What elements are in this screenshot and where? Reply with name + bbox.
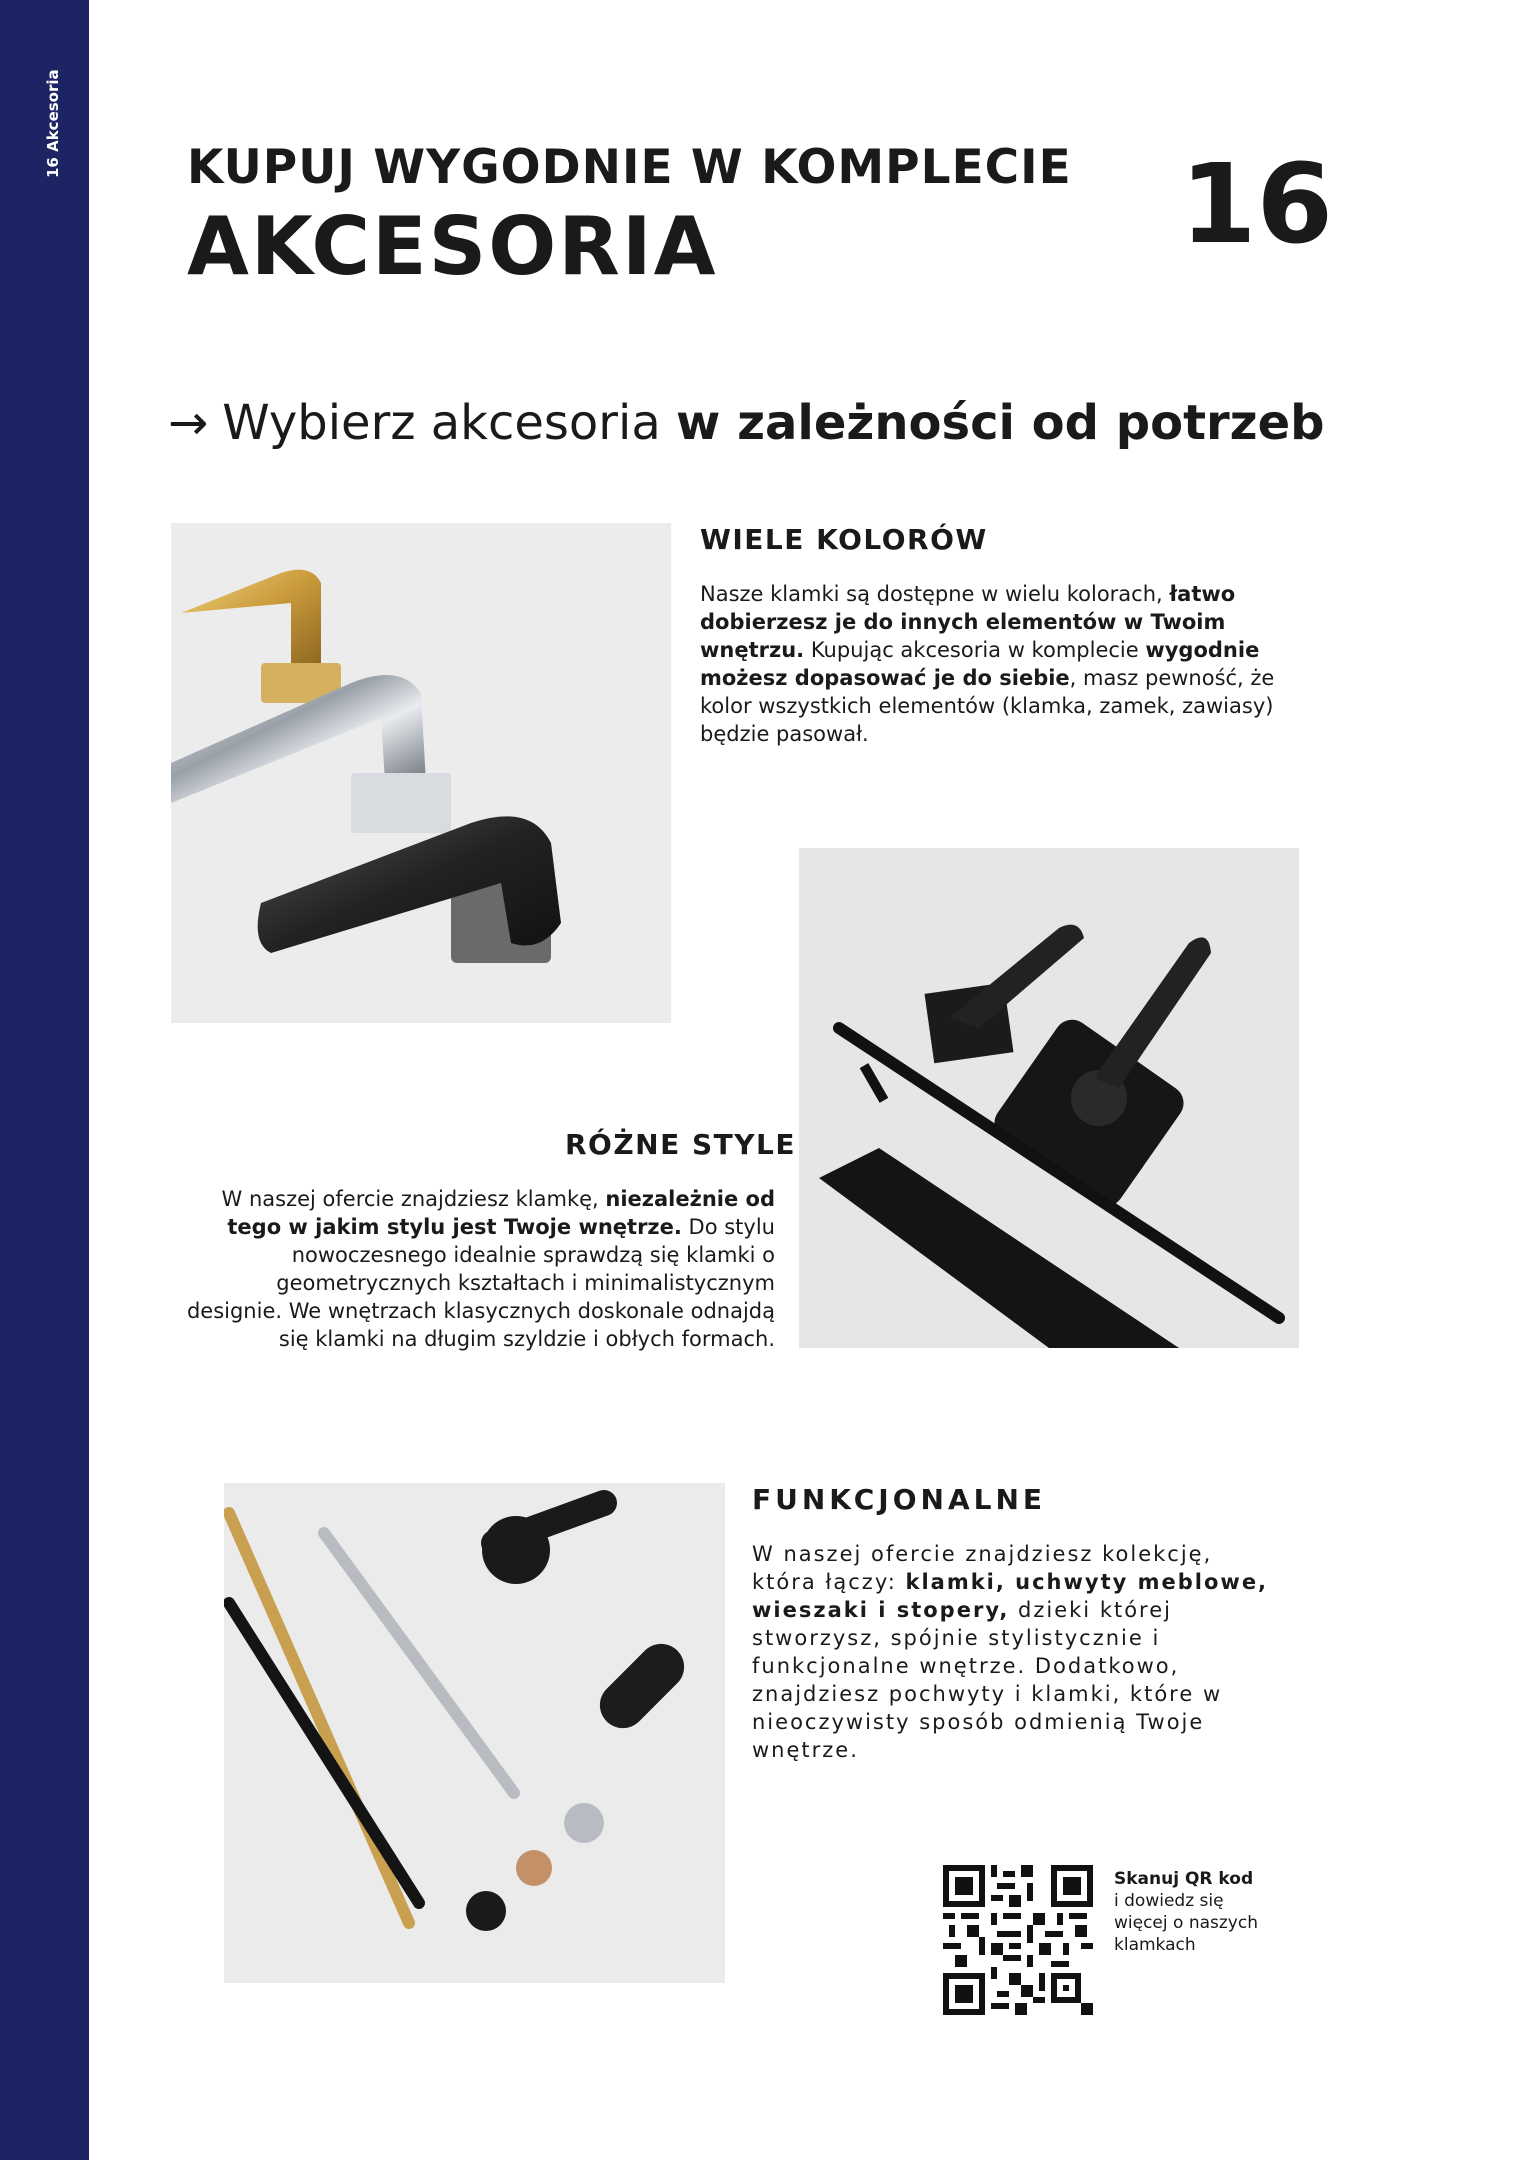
qr-code-icon[interactable]: [943, 1865, 1093, 2015]
qr-caption: [1114, 1868, 1264, 1956]
section-heading-colors: WIELE KOLORÓW: [700, 523, 988, 556]
page-supertitle: KUPUJ WYGODNIE W KOMPLECIE: [187, 140, 1072, 195]
section-heading-functional: FUNKCJONALNE: [752, 1483, 1047, 1516]
handles-colors-illustration: [171, 523, 671, 1023]
handles-colors-photo: [171, 523, 671, 1023]
section-text-colors: Nasze klamki są dostępne w wielu kolorach, łatwo dobierzesz je do innych elementów w Twoim wnętrzu. Kupując akcesoria w komplecie wygodnie możesz dopasować je do siebie, masz pewność, że kolor wszystkich elementów (klamka, zamek, zawiasy) będzie pasował.: [700, 582, 1275, 746]
functional-accessories-illustration: [224, 1483, 725, 1983]
qr-caption-rest: i dowiedz się więcej o naszych klamkach: [1114, 1891, 1258, 1955]
functional-accessories-photo: [224, 1483, 725, 1983]
sidebar-label: 16 Akcesoria: [44, 69, 62, 178]
subheading: [168, 395, 1325, 451]
arrow-right-icon: →: [168, 395, 209, 451]
section-heading-styles: RÓŻNE STYLE: [565, 1128, 796, 1161]
section-text-functional: W naszej ofercie znajdziesz kolekcję, która łączy: klamki, uchwyty meblowe, wieszaki i stopery, dzieki której stworzysz, spójnie stylistycznie i funkcjonalne wnętrze. Dodatkowo, znajdziesz pochwyty i klamki, które w nieoczywisty sposób odmienią Twoje wnętrze.: [752, 1542, 1269, 1762]
subheading-normal: Wybierz akcesoria: [222, 395, 677, 451]
handles-styles-photo: [799, 848, 1299, 1348]
subheading-bold: w zależności od potrzeb: [676, 395, 1325, 451]
page-number: 16: [1180, 140, 1334, 268]
sidebar-strip: [0, 0, 89, 2160]
section-text-styles: W naszej ofercie znajdziesz klamkę, niezależnie od tego w jakim stylu jest Twoje wnętrze. Do stylu nowoczesnego idealnie sprawdzą się klamki o geometrycznych kształtach i minimalistycznym designie. We wnętrzach klasycznych doskonale odnajdą się klamki na długim szyldzie i obłych formach.: [186, 1187, 775, 1351]
page-title: AKCESORIA: [187, 200, 718, 293]
handles-styles-illustration: [799, 848, 1299, 1348]
qr-caption-bold: Skanuj QR kod: [1114, 1869, 1254, 1889]
